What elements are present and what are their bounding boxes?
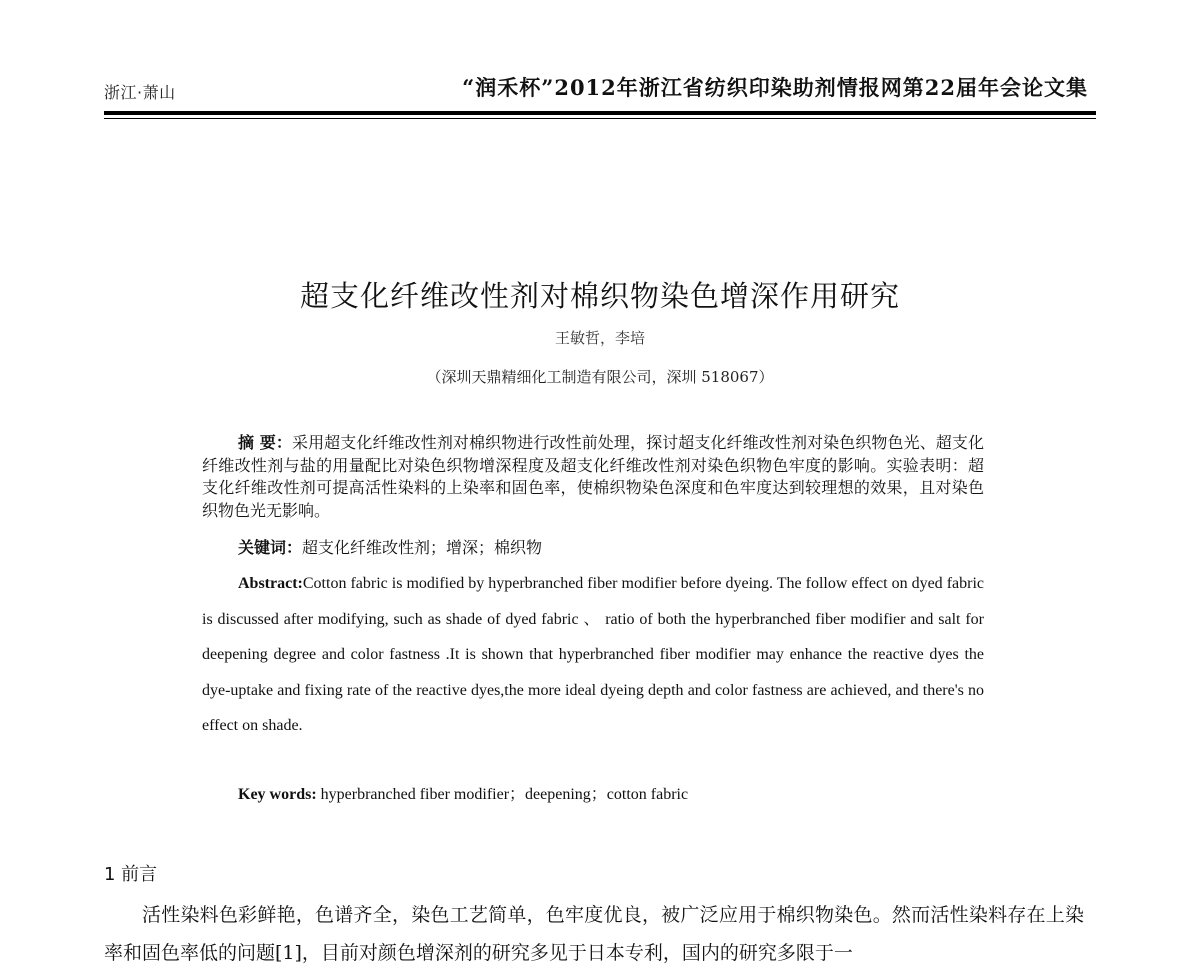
abstract-cn-text: 采用超支化纤维改性剂对棉织物进行改性前处理，探讨超支化纤维改性剂对染色织物色光、超支化纤维改性剂与盐的用量配比对染色织物增深程度及超支化纤维改性剂对染色织物色牢度的影响。实验表明：超支化纤维改性剂可提高活性染料的上染率和固色率，使棉织物染色深度和色牢度达到较理想的效果，且对染色织物色光无影响。 [202, 433, 984, 520]
keywords-cn-label: 关键词： [238, 538, 303, 557]
header-rule-thick [104, 111, 1096, 115]
section-heading-intro: 1 前言 [104, 864, 158, 885]
abstract-english [202, 566, 984, 744]
keywords-cn-text: 超支化纤维改性剂；增深；棉织物 [302, 538, 543, 557]
paper-authors: 王敏哲，李培 [554, 329, 645, 347]
section-intro-paragraph: 活性染料色彩鲜艳，色谱齐全，染色工艺简单，色牢度优良，被广泛应用于棉织物染色。然而活性染料存在上染率和固色率低的问题[1]，目前对颜色增深剂的研究多见于日本专利，国内的研究多限于一 [104, 904, 1084, 964]
keywords-en-label: Key words: [238, 786, 317, 803]
keywords-chinese [238, 535, 542, 558]
keywords-en-text: hyperbranched fiber modifier；deepening；cotton fabric [320, 786, 689, 803]
running-header-left: 浙江·萧山 [104, 83, 176, 102]
abstract-chinese [202, 432, 984, 522]
paper-affiliation: （深圳天鼎精细化工制造有限公司，深圳 518067） [426, 368, 774, 386]
header-rule-thin [104, 118, 1096, 119]
abstract-en-text: Cotton fabric is modified by hyperbranched fiber modifier before dyeing. The follow effect on dyed fabric is discussed after modifying, such as shade of dyed fabric 、 ratio of both the hyperbranched fiber modifier and salt for deepening degree and color fastness .It is shown that hyperbranched fiber modifier may enhance the reactive dyes the dye-uptake and fixing rate of the reactive dyes,the more ideal dyeing depth and color fastness are achieved, and there's no effect on shade. [202, 575, 984, 734]
running-header-right: “润禾杯”2012年浙江省纺织印染助剂情报网第22届年会论文集 [462, 75, 1088, 100]
paper-title: 超支化纤维改性剂对棉织物染色增深作用研究 [299, 279, 900, 313]
abstract-en-label: Abstract: [238, 575, 303, 592]
abstract-cn-label: 摘 要： [238, 433, 292, 452]
keywords-english [238, 781, 688, 804]
